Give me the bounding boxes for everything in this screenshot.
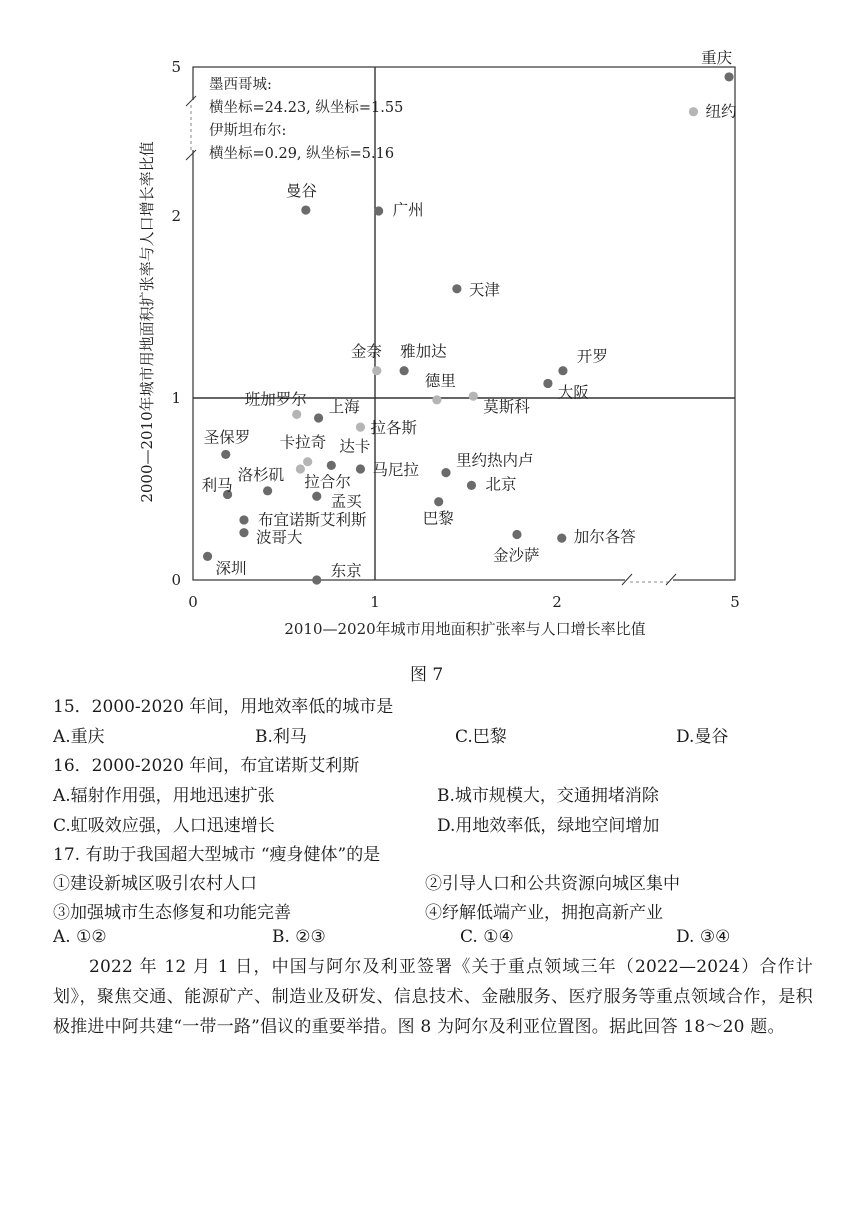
q16-option-c: C.虹吸效应强，人口迅速增长 — [53, 816, 275, 836]
plot-frame — [193, 67, 735, 580]
data-point — [312, 575, 321, 584]
q16-option-a: A.辐射作用强，用地迅速扩张 — [53, 786, 275, 806]
point-label: 利马 — [201, 476, 233, 495]
y-tick-label: 1 — [171, 389, 181, 407]
point-label: 金奈 — [350, 342, 382, 361]
figure-label: 图 7 — [410, 665, 444, 685]
data-point — [327, 461, 336, 470]
q15-option-a: A.重庆 — [53, 727, 105, 747]
point-label: 东京 — [330, 562, 362, 580]
data-point — [512, 530, 521, 539]
point-label: 圣保罗 — [203, 428, 251, 447]
data-point — [292, 410, 301, 419]
point-label: 纽约 — [705, 102, 737, 121]
point-label: 雅加达 — [400, 342, 447, 361]
data-point — [432, 395, 441, 404]
y-axis-break-gap — [189, 100, 197, 150]
y-tick-label: 2 — [171, 207, 181, 225]
data-point — [467, 481, 476, 490]
point-label: 卡拉奇 — [279, 433, 327, 452]
point-label: 大阪 — [557, 383, 589, 402]
x-tick-label: 5 — [730, 593, 740, 611]
reading-passage: 2022 年 12 月 1 日，中国与阿尔及利亚签署《关于重点领域三年（2022—2024）合作计划》，聚焦交通、能源矿产、制造业及研发、信息技术、金融服务、医疗服务等重点领域合作，是积极推进中阿共建“一带一路”倡议的重要举措。图 8 为阿尔及利亚位置图。据此回答 18～20 题。 — [53, 957, 813, 1037]
data-point — [221, 450, 230, 459]
data-point — [400, 366, 409, 375]
question-17-stem: 17. 有助于我国超大型城市 “瘦身健体”的是 — [53, 845, 381, 865]
point-label: 广州 — [392, 201, 424, 220]
point-label: 曼谷 — [285, 182, 317, 201]
q15-option-b: B.利马 — [255, 727, 307, 747]
y-tick-label: 5 — [171, 58, 181, 76]
point-label: 天津 — [468, 280, 500, 299]
x-tick-label: 1 — [370, 593, 380, 611]
q17-option-d: D. ③④ — [676, 927, 731, 947]
x-tick-label: 0 — [188, 593, 198, 611]
q17-statement-1: ①建设新城区吸引农村人口 — [53, 874, 257, 894]
point-label: 上海 — [328, 398, 360, 417]
point-label: 德里 — [424, 371, 456, 390]
x-tick-label: 2 — [552, 593, 562, 611]
q15-option-c: C.巴黎 — [455, 727, 507, 747]
y-axis-break-mark — [186, 150, 196, 160]
point-label: 深圳 — [215, 559, 247, 578]
data-point — [374, 206, 383, 215]
point-label: 里约热内卢 — [455, 451, 534, 470]
q17-statement-2: ②引导人口和公共资源向城区集中 — [425, 874, 680, 894]
annotation-line: 伊斯坦布尔: — [209, 123, 287, 139]
point-label: 波哥大 — [255, 528, 303, 547]
data-point — [543, 379, 552, 388]
point-label: 加尔各答 — [573, 528, 636, 547]
chart-annotation — [209, 76, 403, 162]
point-label: 拉合尔 — [304, 472, 351, 491]
point-label: 马尼拉 — [372, 460, 419, 479]
chart-axes — [186, 67, 735, 585]
data-point — [557, 534, 566, 543]
point-label: 北京 — [485, 475, 517, 494]
x-axis-label: 2010—2020年城市用地面积扩张率与人口增长率比值 — [284, 620, 646, 638]
data-point — [372, 366, 381, 375]
x-axis-break-gap — [625, 576, 673, 584]
point-label: 莫斯科 — [483, 398, 530, 417]
data-point — [303, 457, 312, 466]
data-point — [314, 413, 323, 422]
point-label: 开罗 — [576, 347, 608, 366]
point-label: 孟买 — [330, 492, 362, 511]
data-point — [312, 492, 321, 501]
data-point — [689, 107, 698, 116]
annotation-line: 墨西哥城: — [209, 77, 272, 93]
q17-option-b: B. ②③ — [272, 927, 326, 947]
q17-statement-3: ③加强城市生态修复和功能完善 — [53, 903, 291, 923]
point-label: 布宜诺斯艾利斯 — [257, 510, 367, 529]
y-axis-label: 2000—2010年城市用地面积扩张率与人口增长率比值 — [138, 141, 156, 503]
y-tick-label: 0 — [171, 571, 181, 589]
point-label: 洛杉矶 — [237, 465, 285, 484]
q16-option-b: B.城市规模大，交通拥堵消除 — [437, 786, 659, 806]
point-label: 班加罗尔 — [244, 390, 307, 409]
point-label: 达卡 — [339, 437, 371, 456]
point-label: 金沙萨 — [492, 546, 540, 565]
point-label: 重庆 — [701, 48, 733, 67]
data-point — [441, 468, 450, 477]
annotation-line: 横坐标=0.29, 纵坐标=5.16 — [209, 146, 395, 162]
data-point — [434, 497, 443, 506]
data-point — [203, 552, 212, 561]
data-point — [263, 486, 272, 495]
q17-option-a: A. ①② — [53, 927, 107, 947]
data-point — [356, 464, 365, 473]
data-point — [239, 515, 248, 524]
point-label: 巴黎 — [422, 509, 454, 528]
data-point — [558, 366, 567, 375]
question-16-stem: 16．2000-2020 年间，布宜诺斯艾利斯 — [53, 756, 360, 776]
point-label: 拉各斯 — [370, 419, 417, 438]
data-point — [356, 423, 365, 432]
annotation-line: 横坐标=24.23, 纵坐标=1.55 — [209, 100, 404, 116]
data-point — [452, 284, 461, 293]
data-point — [301, 205, 310, 214]
q17-option-c: C. ①④ — [460, 927, 514, 947]
question-15-stem: 15．2000-2020 年间，用地效率低的城市是 — [53, 697, 394, 717]
q17-statement-4: ④纾解低端产业，拥抱高新产业 — [425, 903, 663, 923]
data-point — [469, 392, 478, 401]
data-point — [724, 72, 733, 81]
q16-option-d: D.用地效率低，绿地空间增加 — [437, 816, 660, 836]
data-point — [239, 528, 248, 537]
q15-option-d: D.曼谷 — [676, 727, 729, 747]
